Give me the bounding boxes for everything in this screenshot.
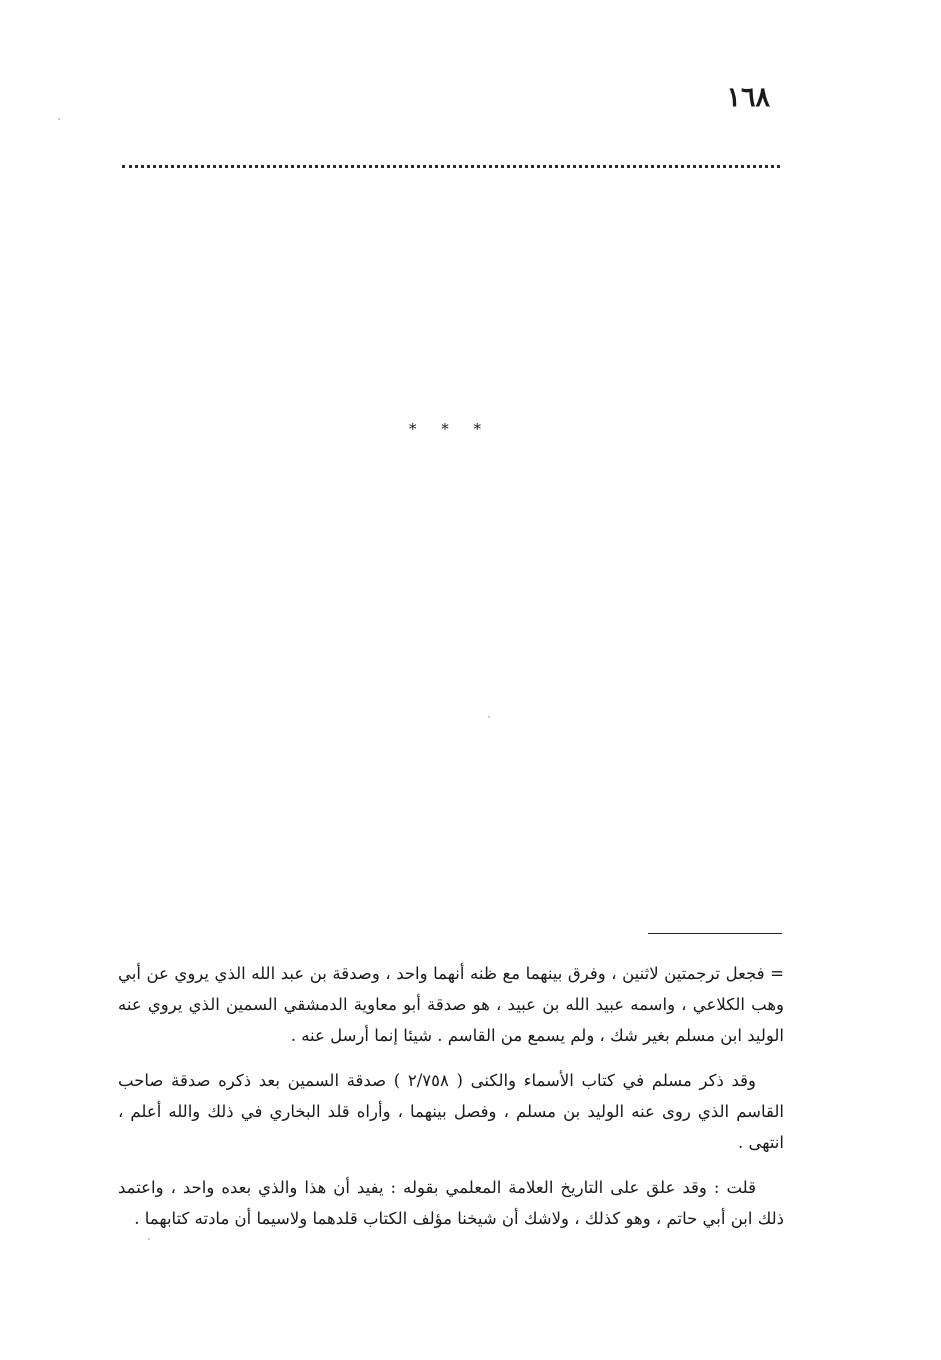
- footnote-paragraph-1: = فجعل ترجمتين لاثنين ، وفرق بينهما مع ظنه أنهما واحد ، وصدقة بن عبد الله الذي يروي عن أبي وهب الكلاعي ، واسمه عبيد الله بن عبيد ، هو صدقة أبو معاوية الدمشقي السمين الذي يروي عنه الوليد ابن مسلم بغير شك ، ولم يسمع من القاسم . شيئا إنما أرسل عنه .: [118, 964, 784, 1045]
- header-dotted-rule: [122, 165, 780, 168]
- footnote-rule: [648, 933, 782, 934]
- page-number: ١٦٨: [726, 82, 770, 113]
- footnote-paragraph-3: قلت : وقد علق على التاريخ العلامة المعلمي بقوله : يفيد أن هذا والذي بعده واحد ، واعتمد ذلك ابن أبي حاتم ، وهو كذلك ، ولاشك أن شيخنا مؤلف الكتاب قلدهما ولاسيما أن مادته كتابهما .: [118, 1178, 784, 1228]
- footnotes: [118, 958, 784, 1248]
- scan-speck: [148, 1238, 150, 1240]
- footnote-paragraph-2: وقد ذكر مسلم في كتاب الأسماء والكنى ( ٢/٧٥٨ ) صدقة السمين بعد ذكره صدقة صاحب القاسم الذي روى عنه الوليد بن مسلم ، وفصل بينهما ، وأراه قلد البخاري في ذلك والله أعلم ، انتهى .: [118, 1071, 784, 1152]
- scan-speck: [488, 716, 490, 718]
- section-separator: * * *: [408, 420, 492, 438]
- scan-speck: [58, 118, 60, 120]
